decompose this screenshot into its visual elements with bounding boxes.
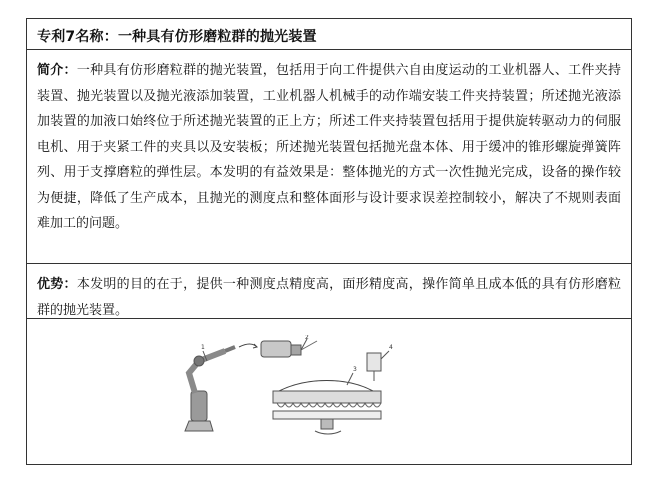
elastic-layer [273,411,381,419]
callout-4: 4 [389,344,393,351]
intro-label: 简介： [37,63,77,78]
robot-polishing-diagram [177,335,457,435]
polishing-liquid-tank [367,353,381,371]
intro-text: 一种具有仿形磨粒群的抛光装置，包括用于向工件提供六自由度运动的工业机器人、工件夹持装置、抛光装置以及抛光液添加装置，工业机器人机械手的动作端安装工件夹持装置；所述抛光液添加装置的加液口始终位于所述抛光装置的正上方；所述工件夹持装置包括用于提供旋转驱动力的伺服电机、用于夹紧工件的夹具以及安装板；所述抛光装置包括抛光盘本体、用于缓冲的锥形螺旋弹簧阵列、用于支撑磨粒的弹性层。本发明的有益效果是：整体抛光的方式一次性抛光完成，设备的操作较为便捷，降低了生产成本，且抛光的测度点和整体面形与设计要求误差控制较小，解决了不规则表面难加工的问题。 [37,63,621,231]
callout-2: 2 [305,335,309,341]
callout-3: 3 [353,366,357,373]
polishing-disc-body [273,391,381,403]
support-shaft [321,419,333,429]
advantage-text: 本发明的目的在于，提供一种测度点精度高，面形精度高，操作简单且成本低的具有仿形磨粒群的抛光装置。 [37,277,621,318]
advantage-paragraph [37,272,621,323]
patent-title: 专利7名称：一种具有仿形磨粒群的抛光装置 [37,29,317,45]
polishing-disc-top [279,381,373,392]
title-row [27,19,631,50]
rotation-arrow-icon [315,431,341,434]
robot-base [185,421,213,431]
advantage-label: 优势： [37,277,77,292]
intro-paragraph [37,58,621,237]
robot-body [191,391,207,421]
callout-1: 1 [201,344,205,351]
robot-arm [189,351,225,393]
figure-row [27,319,631,464]
workpiece-clamp [291,345,301,355]
servo-motor [261,341,291,357]
advantage-row [27,264,631,319]
intro-row [27,50,631,264]
robot-joint-icon [194,356,204,366]
robot-wrist [225,347,235,351]
patent-card [26,18,632,465]
patent-figure [177,335,457,435]
spring-array [277,403,381,407]
